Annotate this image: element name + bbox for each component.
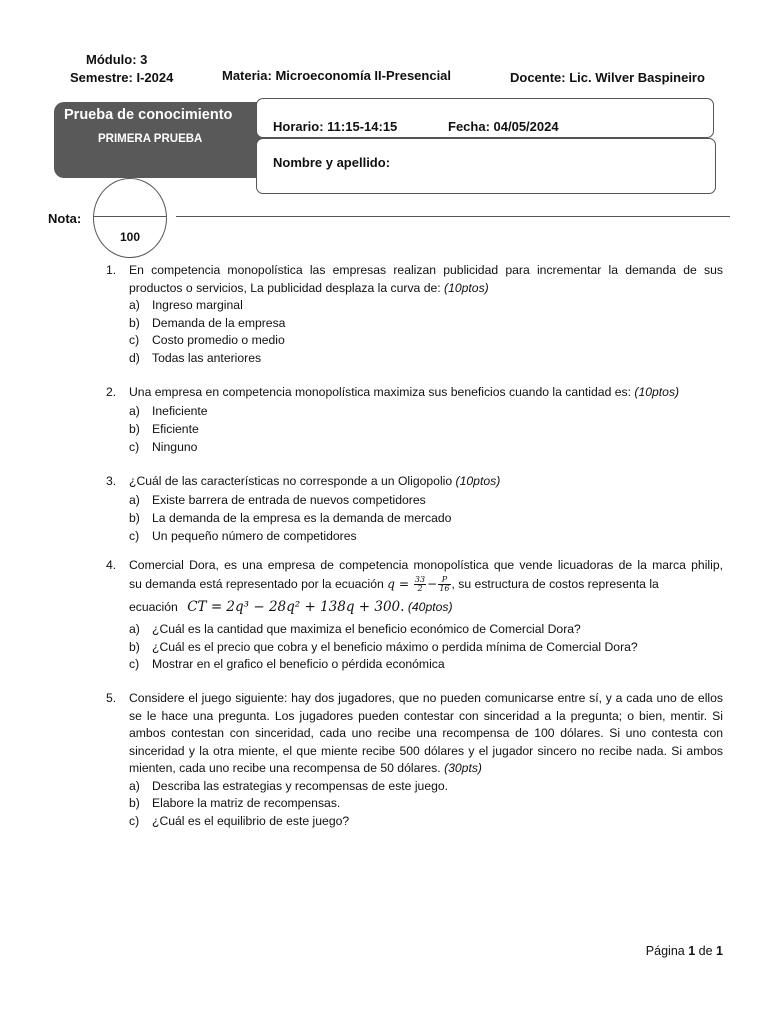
question-number: 1. [106, 263, 117, 277]
semester-label: Semestre: I-2024 [70, 70, 174, 85]
name-box[interactable] [256, 138, 716, 194]
question-paragraph [129, 690, 723, 778]
question-line [129, 384, 723, 402]
question-5: 5. Considere el juego siguiente: hay dos jugadores, que no pueden comunicarse entre sí, y a cada uno de ellos se le hace una pregunta. Los jugadores pueden contestar con sinceridad a la pregunta; o bien, mentir. Si ambos contestan con sinceridad, cada uno recibe una recompensa de 100 dólares. Si uno contesta con sinceridad y la otra miente, el que miente recibe 500 dólares y el jugador sincero no recibe nada. Si ambos mienten, cada uno recibe una recompensa de 50 dólares. (30pts) a) Describa las estrategias y recompensas de este juego. b) Elabore la matriz de recompensas. c) ¿Cuál es el equilibrio de este juego? [106, 691, 723, 828]
question-points: (10ptos) [455, 474, 501, 488]
date-label: Fecha: 04/05/2024 [448, 119, 559, 134]
question-line [129, 473, 723, 491]
question-text: ¿Cuál de las características no corresponde a un Oligopolio [129, 474, 453, 488]
page-current: 1 [688, 944, 696, 958]
question-line: En competencia monopolística las empresas realizan publicidad para incrementar la demanda de sus [129, 263, 723, 277]
question-line [129, 576, 723, 594]
name-label: Nombre y apellido: [273, 155, 391, 170]
question-points: (40ptos) [407, 600, 453, 614]
question-1: 1. En competencia monopolística las empresas realizan publicidad para incrementar la demanda de sus productos o servicios, La publicidad desplaza la curva de: (10ptos) a) Ingreso marginal b) Demanda de la empresa c) Costo promedio o medio d) Todas las anteriores [106, 263, 723, 365]
exam-subtitle: PRIMERA PRUEBA [98, 133, 203, 145]
page-of: de [698, 944, 713, 958]
question-number: 4. [106, 558, 117, 572]
grade-circle [93, 178, 167, 258]
grade-line [176, 216, 730, 217]
grade-divider [94, 216, 166, 217]
question-3: 3. ¿Cuál de las características no corresponde a un Oligopolio (10ptos) a) Existe barrera de entrada de nuevos competidores b) La demanda de la empresa es la demanda de mercado c) Un pequeño número de competidores [0, 473, 768, 548]
page-total: 1 [716, 944, 723, 958]
question-number: 3. [106, 474, 117, 488]
grade-label: Nota: [48, 211, 82, 226]
grade-total: 100 [119, 230, 141, 244]
question-text: Considere el juego siguiente: hay dos jugadores, que no pueden comunicarse entre sí, y a cada uno de ellos se le hace una pregunta. Los jugadores pueden contestar con sinceridad a la pregunta; o bien, mentir. Si ambos contestan con sinceridad, cada uno recibe una recompensa de 100 dólares. Si uno contesta con sinceridad y la otra miente, el que miente recibe 500 dólares y el jugador sincero no recibe nada. Si ambos mienten, cada uno recibe una recompensa de 50 dólares. [129, 691, 723, 775]
question-text: su demanda está representado por la ecuación [129, 577, 384, 591]
question-points: (30pts) [444, 761, 482, 775]
cost-equation: CT = 2q³ − 28q² + 138q + 300. [187, 599, 405, 615]
fraction: $\frac{P}{16}$ [439, 575, 450, 593]
question-line [129, 280, 723, 298]
schedule-box [256, 98, 714, 138]
page-label: Página [645, 944, 685, 958]
module-label: Módulo: 3 [86, 52, 148, 67]
teacher-label: Docente: Lic. Wilver Baspineiro [510, 70, 705, 85]
question-number: 5. [106, 691, 117, 705]
demand-equation: q = $\frac{33}{2}$ − $\frac{P}{16}$ [387, 575, 450, 593]
question-text: , su estructura de costos representa la [451, 577, 659, 591]
exam-title-panel [54, 102, 284, 178]
question-text: Una empresa en competencia monopolística maximiza sus beneficios cuando la cantidad es: [129, 385, 631, 399]
question-4: 4. Comercial Dora, es una empresa de competencia monopolística que vende licuadoras de la marca philip, su demanda está representado por la ecuación q = $\frac{33}{2}$ − $\frac{P}{16}$ , su estructura de costos representa la ecuación CT = 2q³ − 28q² + 138q + 300. (40ptos) a) ¿Cuál es la cantidad que maximiza el beneficio económico de Comercial Dora? b) ¿Cuál es el precio que cobra y el beneficio máximo o perdida mínima de Comercial Dora? c) Mostrar en el grafico el beneficio o pérdida económica [106, 558, 723, 671]
question-line: Comercial Dora, es una empresa de competencia monopolística que vende licuadoras de la marca philip, [129, 558, 723, 572]
question-line [129, 599, 723, 617]
question-number: 2. [106, 385, 117, 399]
question-2: 2. Una empresa en competencia monopolística maximiza sus beneficios cuando la cantidad es: (10ptos) a) Ineficiente b) Eficiente c) Ninguno [0, 384, 768, 459]
schedule-label: Horario: 11:15-14:15 [273, 119, 398, 134]
question-text: productos o servicios, La publicidad desplaza la curva de: [129, 280, 441, 295]
question-points: (10ptos) [444, 280, 489, 295]
subject-label: Materia: Microeconomía II-Presencial [222, 68, 452, 83]
page-number [646, 944, 723, 958]
question-points: (10ptos) [634, 385, 680, 399]
question-text: ecuación [129, 600, 178, 614]
fraction: $\frac{33}{2}$ [414, 575, 426, 593]
exam-title: Prueba de conocimiento [64, 107, 233, 123]
